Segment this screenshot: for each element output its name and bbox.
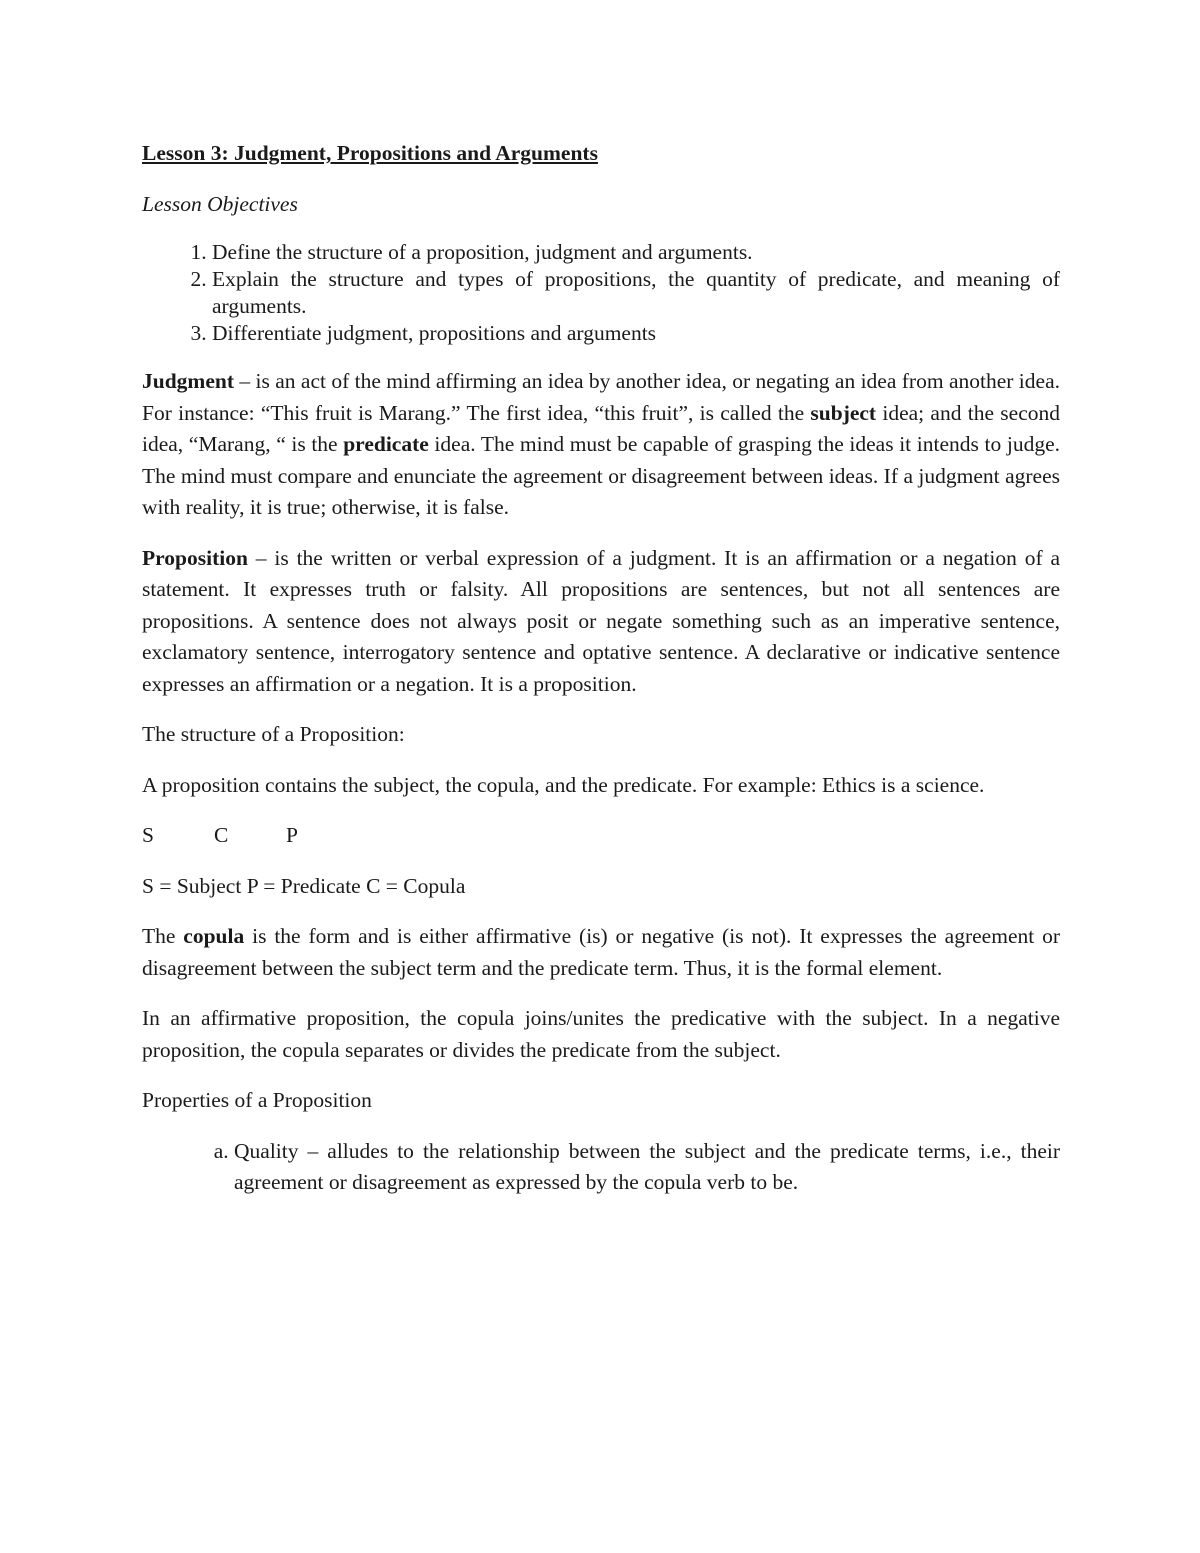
scp-row [142, 820, 1060, 852]
scp-predicate-letter: P [286, 823, 298, 847]
objectives-list [142, 239, 1060, 347]
judgment-term: Judgment [142, 369, 234, 393]
copula-term: copula [183, 924, 245, 948]
structure-heading: The structure of a Proposition: [142, 722, 405, 746]
proposition-term: Proposition [142, 545, 248, 570]
lesson-objectives-heading: Lesson Objectives [142, 191, 298, 216]
scp-legend: S = Subject P = Predicate C = Copula [142, 873, 466, 898]
lesson-title: Lesson 3: Judgment, Propositions and Arguments [142, 141, 598, 165]
copula-prefix: The [142, 924, 184, 948]
objective-item: 2. Explain the structure and types of propositions, the quantity of predicate, and meaning of arguments. [212, 266, 1060, 320]
document-page [142, 138, 1060, 1199]
properties-list [142, 1136, 1060, 1199]
proposition-paragraph [142, 543, 1060, 701]
copula-text: is the form and is either affirmative (is) or negative (is not). It expresses the agreement or disagreement between the subject term and the predicate term. Thus, it is the formal element. [142, 924, 1060, 980]
judgment-text-2: idea; and the second idea, “Marang, “ is the [142, 400, 1060, 456]
scp-copula-letter: C [214, 823, 229, 847]
objective-item: 1. Define the structure of a proposition, judgment and arguments. [212, 239, 1060, 266]
scp-subject-letter: S [142, 823, 154, 847]
judgment-text-1: – is an act of the mind affirming an idea by another idea, or negating an idea from another idea. For instance: “This fruit is Marang.” The first idea, “this fruit”, is called the [142, 369, 1060, 425]
affirmative-paragraph: In an affirmative proposition, the copula joins/unites the predicative with the subject. In a negative proposition, the copula separates or divides the predicate from the subject. [142, 1006, 1060, 1062]
predicate-word: predicate [343, 432, 429, 456]
copula-paragraph [142, 921, 1060, 984]
judgment-text-3: idea. The mind must be capable of grasping the ideas it intends to judge. The mind must compare and enunciate the agreement or disagreement between ideas. If a judgment agrees with reality, it is true; otherwise, it is false. [142, 432, 1060, 519]
subject-word: subject [810, 400, 877, 425]
judgment-paragraph [142, 366, 1060, 524]
proposition-text: – is the written or verbal expression of a judgment. It is an affirmation or a negation of a statement. It expresses truth or falsity. All propositions are sentences, but not all sentences are propositions. A sentence does not always posit or negate something such as an imperative sentence, exclamatory sentence, interrogatory sentence and optative sentence. A declarative or indicative sentence expresses an affirmation or a negation. It is a proposition. [142, 545, 1060, 696]
structure-paragraph: A proposition contains the subject, the copula, and the predicate. For example: Ethics is a science. [142, 772, 985, 797]
property-item: a. Quality – alludes to the relationship between the subject and the predicate terms, i.e., their agreement or disagreement as expressed by the copula verb to be. [234, 1136, 1060, 1199]
properties-heading: Properties of a Proposition [142, 1088, 372, 1112]
objective-item: 3. Differentiate judgment, propositions and arguments [212, 320, 1060, 347]
